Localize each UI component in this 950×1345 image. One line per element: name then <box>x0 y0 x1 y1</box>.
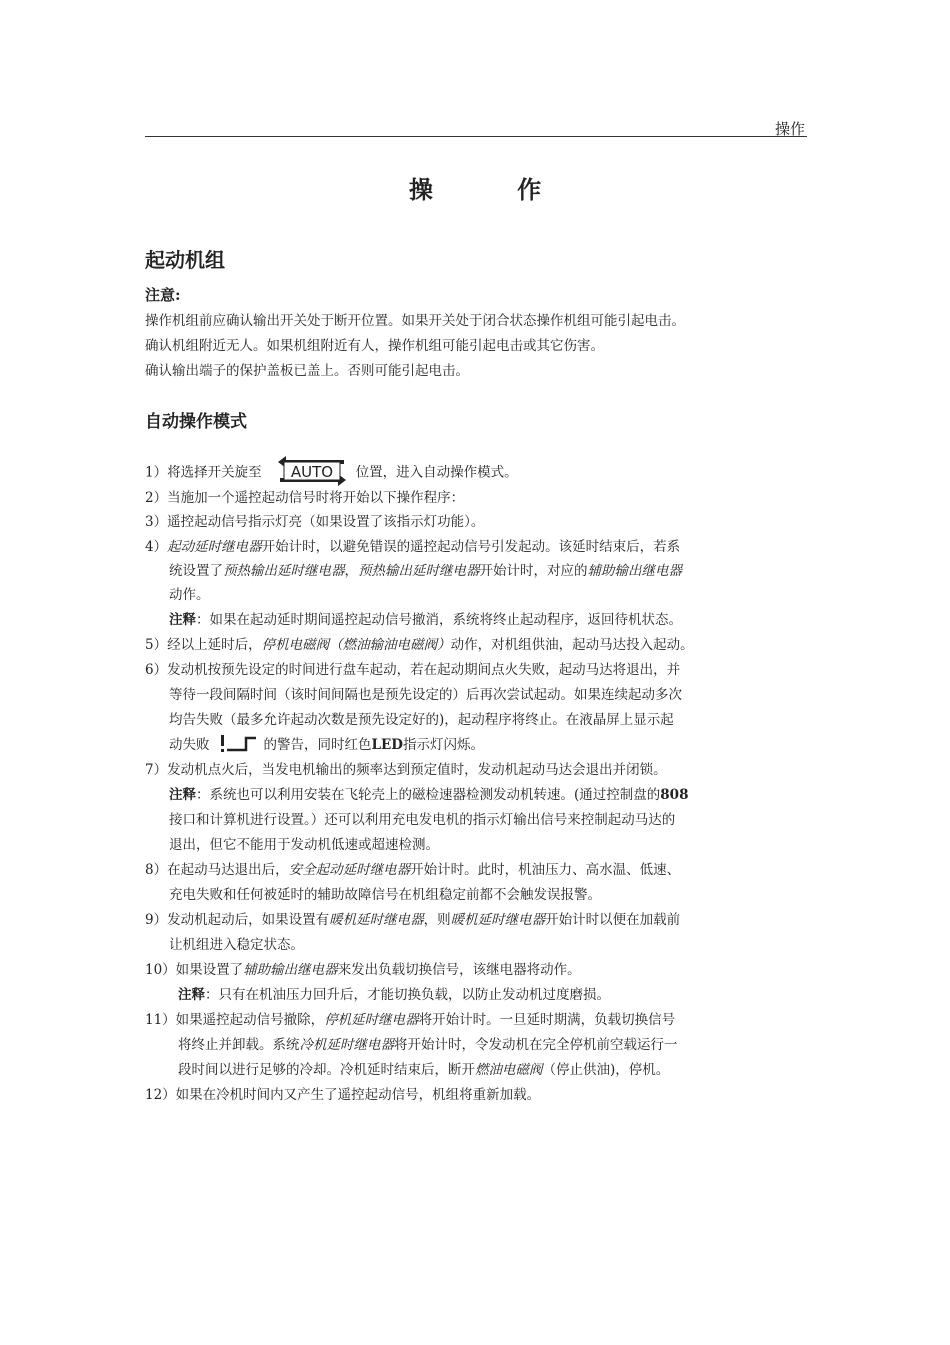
step-8-line-2: 充电失败和任何被延时的辅助故障信号在机组稳定前都不会触发误报警。 <box>169 887 601 903</box>
running-header: 操作 <box>774 120 805 138</box>
section-heading-auto: 自动操作模式 <box>145 412 247 432</box>
note-step-4: 注释：如果在起动延时期间遥控起动信号撤消，系统将终止起动程序，返回待机状态。 <box>169 612 682 628</box>
step-11-line-3: 段时间以进行足够的冷却。冷机延时结束后，断开燃油电磁阀（停止供油)，停机。 <box>178 1062 670 1078</box>
step-6-line-4: 动失败 的警告，同时红色LED指示灯闪烁。 <box>169 733 484 758</box>
section-heading-start: 起动机组 <box>145 248 225 272</box>
step-11-line-1: 11）如果遥控起动信号撤除，停机延时继电器将开始计时。一旦延时期满，负载切换信号 <box>145 1012 676 1028</box>
note-step-7-line-1: 注释：系统也可以利用安装在飞轮壳上的磁检速器检测发动机转速。(通过控制盘的808 <box>169 787 689 803</box>
note-step-10: 注释：只有在机油压力回升后，才能切换负载，以防止发动机过度磨损。 <box>178 987 610 1003</box>
step-2: 2）当施加一个遥控起动信号时将开始以下操作程序： <box>145 490 465 506</box>
step-10: 10）如果设置了辅助输出继电器来发出负载切换信号，该继电器将动作。 <box>145 962 581 978</box>
step-8-line-1: 8）在起动马达退出后，安全起动延时继电器开始计时。此时，机油压力、高水温、低速、 <box>145 862 681 878</box>
step-4-line-2: 统设置了预热输出延时继电器，预热输出延时继电器开始计时，对应的辅助输出继电器 <box>169 563 682 579</box>
step-3: 3）遥控起动信号指示灯亮（如果设置了该指示灯功能）。 <box>145 514 485 530</box>
page-title: 操 作 <box>408 176 580 204</box>
caution-label: 注意: <box>145 286 181 304</box>
svg-text:AUTO: AUTO <box>290 463 333 481</box>
step-6-line-2: 等待一段间隔时间（该时间间隔也是预先设定的）后再次尝试起动。如果连续起动多次 <box>169 687 682 703</box>
step-1: 1）将选择开关旋至 AUTO 位置，进入自动操作模式。 <box>145 456 518 490</box>
note-step-7-line-3: 退出，但它不能用于发动机低速或超速检测。 <box>169 837 439 853</box>
step-9-line-2: 让机组进入稳定状态。 <box>169 937 304 953</box>
start-fail-icon <box>218 734 258 758</box>
caution-line-3: 确认输出端子的保护盖板已盖上。否则可能引起电击。 <box>145 363 469 379</box>
step-6-line-3: 均告失败（最多允许起动次数是预先设定好的)，起动程序将终止。在液晶屏上显示起 <box>169 712 674 728</box>
step-7: 7）发动机点火后，当发电机输出的频率达到预定值时，发动机起动马达会退出并闭锁。 <box>145 762 667 778</box>
step-5: 5）经以上延时后，停机电磁阀（燃油输油电磁阀）动作，对机组供油，起动马达投入起动。 <box>145 637 694 653</box>
step-4-line-1: 4）起动延时继电器开始计时，以避免错误的遥控起动信号引发起动。该延时结束后，若系 <box>145 539 681 555</box>
note-step-7-line-2: 接口和计算机进行设置。）还可以利用充电发电机的指示灯输出信号来控制起动马达的 <box>169 812 676 828</box>
step-12: 12）如果在冷机时间内又产生了遥控起动信号，机组将重新加载。 <box>145 1087 541 1103</box>
header-rule <box>145 136 807 137</box>
caution-line-1: 操作机组前应确认输出开关处于断开位置。如果开关处于闭合状态操作机组可能引起电击。 <box>145 313 685 329</box>
step-9-line-1: 9）发动机起动后，如果设置有暖机延时继电器，则暖机延时继电器开始计时以便在加载前 <box>145 912 681 928</box>
caution-line-2: 确认机组附近无人。如果机组附近有人，操作机组可能引起电击或其它伤害。 <box>145 338 604 354</box>
step-4-line-3: 动作。 <box>169 587 210 603</box>
step-11-line-2: 将终止并卸载。系统冷机延时继电器将开始计时，令发动机在完全停机前空载运行一 <box>178 1037 678 1053</box>
step-6-line-1: 6）发动机按预先设定的时间进行盘车起动，若在起动期间点火失败，起动马达将退出，并 <box>145 662 681 678</box>
auto-mode-icon <box>274 456 350 490</box>
